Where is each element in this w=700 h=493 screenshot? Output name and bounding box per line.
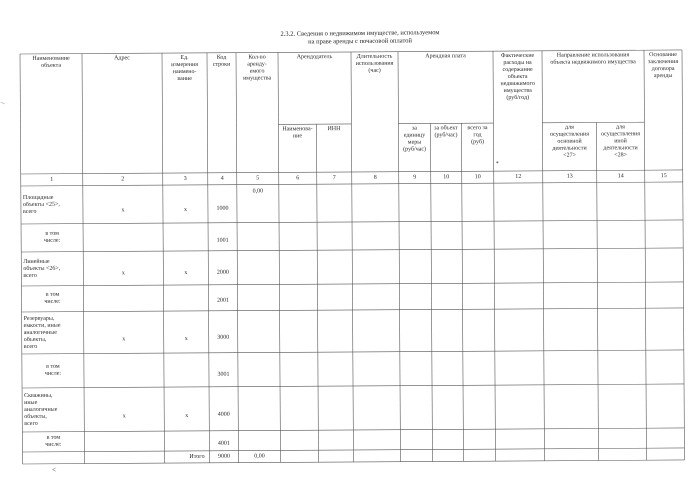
column-number: 13	[566, 173, 573, 180]
total-label: Итого	[189, 453, 205, 460]
row-quantity	[238, 352, 280, 366]
footnote-mark: <	[52, 466, 56, 474]
header-address: Адрес	[114, 55, 130, 62]
row-quantity	[237, 222, 279, 236]
row-unit	[163, 233, 208, 251]
row-address: x	[121, 270, 125, 277]
header-rent: Арендная плата	[425, 53, 466, 60]
total-quantity: 0,00	[254, 453, 265, 460]
row-code: 1001	[216, 237, 229, 244]
header-lessor: Арендодатель	[296, 54, 333, 61]
row-name: в том числе:	[45, 434, 62, 448]
column-number: 8	[373, 174, 377, 181]
header-direction-main: для осуществления основной деятельности <27>	[549, 124, 590, 159]
row-unit: x	[184, 270, 188, 277]
column-number: 3	[183, 175, 187, 182]
row-quantity	[237, 284, 279, 298]
column-number: 9	[413, 174, 417, 181]
header-quantity: Кол-во аренду- емого имущества	[243, 54, 272, 82]
header-code: Код строки	[212, 54, 231, 68]
row-unit: x	[183, 207, 187, 214]
row-name: Резервуары, емкости, иные аналогичные объекты, всего	[23, 315, 61, 350]
column-number: 2	[121, 175, 125, 182]
column-number: 10	[443, 173, 450, 180]
header-rent-total: всего за год (руб)	[467, 125, 488, 146]
column-number: 15	[660, 172, 667, 179]
column-number: 12	[515, 173, 522, 180]
column-number: 10	[474, 173, 481, 180]
scan-mark: ⌇	[0, 100, 8, 107]
row-quantity: 0,00	[252, 188, 264, 195]
column-number: 4	[220, 175, 224, 182]
row-address	[84, 438, 164, 451]
property-table	[20, 50, 684, 464]
row-unit: x	[184, 335, 188, 342]
row-name: Линейные объекты <26>, всего	[23, 258, 61, 279]
column-number: 7	[332, 174, 336, 181]
heading-line-2: на праве аренды с почасовой оплатой	[308, 37, 412, 46]
row-unit	[164, 365, 209, 387]
row-unit	[164, 438, 209, 451]
row-name: в том числе:	[44, 230, 61, 244]
row-code: 4000	[217, 411, 230, 418]
row-address: x	[121, 207, 125, 214]
row-code: 4001	[217, 440, 230, 447]
header-lessor-inn: ИНН	[327, 126, 341, 133]
header-lessor-name: Наименова- ние	[282, 126, 313, 140]
header-direction: Направление использования объекта недвижимого имущества	[550, 52, 636, 66]
header-direction-other: для осуществления иной деятельности <28>	[600, 124, 641, 159]
row-code: 2000	[216, 269, 229, 276]
header-name: Наименование объекта	[32, 55, 70, 69]
heading-line-1: 2.3.2. Сведения о недвижимом имуществе, используемом	[280, 29, 440, 38]
row-address	[84, 365, 164, 388]
row-quantity	[237, 250, 279, 264]
header-unit: Ед. измерения наимено- вание	[171, 54, 198, 83]
row-name: в том числе:	[44, 291, 61, 305]
row-quantity	[238, 310, 280, 324]
column-number: 1	[50, 176, 54, 183]
header-duration: Длительность использования (час)	[355, 53, 394, 74]
row-code: 3001	[217, 371, 230, 378]
column-number: 14	[617, 172, 624, 179]
row-address: x	[122, 336, 126, 343]
header-basis: Основание заключения договора аренды	[648, 51, 679, 80]
row-name: Площадные объекты <25>, всего	[22, 194, 60, 215]
header-rent-per-object: за объект (руб/час)	[434, 125, 458, 139]
row-address	[83, 233, 163, 252]
column-number: 5	[256, 175, 260, 182]
row-code: 2001	[216, 298, 230, 305]
section-heading	[240, 29, 480, 48]
row-unit: x	[185, 413, 189, 420]
header-rent-per-unit: за единицу меры (руб/час)	[403, 125, 427, 153]
row-address	[83, 294, 163, 311]
row-code: 1000	[216, 205, 229, 212]
row-name: в том числе:	[44, 363, 62, 377]
column-number: 6	[296, 174, 300, 181]
row-quantity	[238, 386, 280, 400]
row-unit	[163, 294, 208, 311]
total-code: 9000	[217, 453, 230, 460]
row-address: x	[122, 413, 126, 420]
row-quantity	[238, 430, 280, 444]
header-actual-costs: Фактические расходы на содержание объекта недвижимого имущества (руб/год)	[500, 52, 535, 102]
row-name: Скважины, иные аналогичные объекты, всего	[24, 392, 58, 427]
row-code: 3000	[217, 334, 230, 341]
header-asterisk: *	[495, 160, 499, 167]
